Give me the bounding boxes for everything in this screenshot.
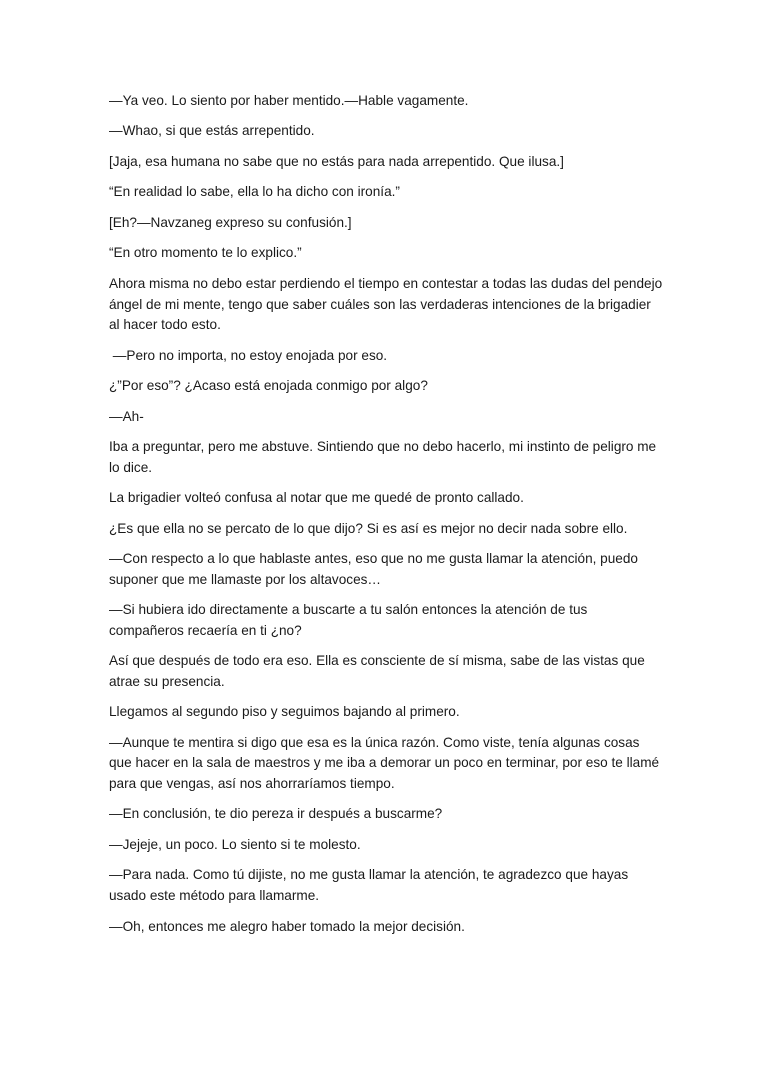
paragraph: —Con respecto a lo que hablaste antes, eso que no me gusta llamar la atención, puedo suponer que me llamaste por los altavoces…	[109, 551, 642, 587]
paragraph: —Para nada. Como tú dijiste, no me gusta llamar la atención, te agradezco que hayas usado este método para llamarme.	[109, 867, 632, 904]
document-page	[109, 91, 664, 947]
paragraph: —En conclusión, te dio pereza ir después a buscarme?	[109, 806, 443, 822]
paragraph: [Eh?—Navzaneg expreso su confusión.]	[109, 214, 352, 230]
paragraph: Así que después de todo era eso. Ella es consciente de sí misma, sabe de las vistas que atrae su presencia.	[109, 653, 649, 689]
paragraph: —Ya veo. Lo siento por haber mentido.—Hable vagamente.	[109, 93, 469, 108]
paragraph: —Aunque te mentira si digo que esa es la única razón. Como viste, tenía algunas cosas que hacer en la sala de maestros y me iba a demorar un poco en terminar, por eso te llamé para que vengas, así nos ahorraríamos tiempo.	[109, 734, 663, 791]
paragraph: —Oh, entonces me alegro haber tomado la mejor decisión.	[109, 918, 465, 934]
paragraph: Llegamos al segundo piso y seguimos bajando al primero.	[109, 704, 460, 720]
paragraph: [Jaja, esa humana no sabe que no estás para nada arrepentido. Que ilusa.]	[109, 153, 564, 169]
paragraph: “En otro momento te lo explico.”	[109, 245, 302, 261]
paragraph: —Ah-	[109, 408, 144, 424]
paragraph: —Pero no importa, no estoy enojada por eso.	[109, 347, 388, 363]
paragraph: ¿Es que ella no se percato de lo que dijo? Si es así es mejor no decir nada sobre ello.	[109, 520, 628, 536]
paragraph: “En realidad lo sabe, ella lo ha dicho con ironía.”	[109, 184, 400, 200]
paragraph: Iba a preguntar, pero me abstuve. Sintiendo que no debo hacerlo, mi instinto de peligro me lo dice.	[109, 439, 660, 475]
paragraph: Ahora misma no debo estar perdiendo el tiempo en contestar a todas las dudas del pendejo ángel de mi mente, tengo que saber cuáles son las verdaderas intenciones de la brigadier al hacer todo esto.	[109, 275, 666, 333]
paragraph: —Jejeje, un poco. Lo siento si te molesto.	[109, 836, 361, 852]
paragraph: ¿”Por eso”? ¿Acaso está enojada conmigo por algo?	[109, 378, 428, 394]
paragraph: —Whao, si que estás arrepentido.	[109, 123, 315, 139]
paragraph: La brigadier volteó confusa al notar que me quedé de pronto callado.	[109, 490, 524, 506]
paragraph: —Si hubiera ido directamente a buscarte a tu salón entonces la atención de tus compañeros recaería en ti ¿no?	[109, 602, 592, 638]
